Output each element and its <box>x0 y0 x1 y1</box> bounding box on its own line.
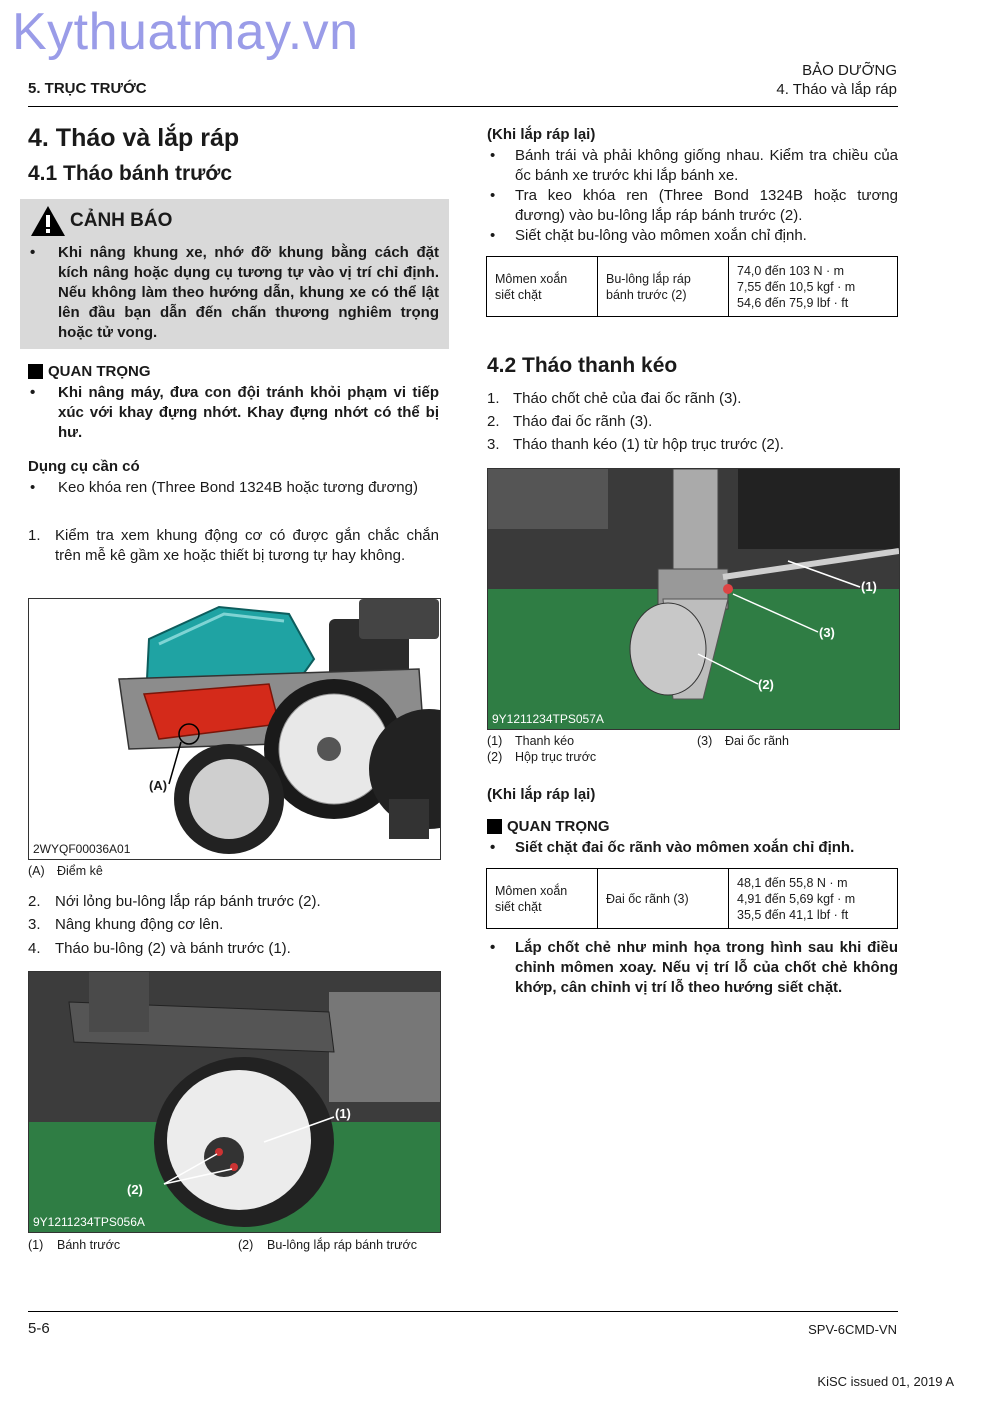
important-item-left <box>30 383 439 445</box>
torque-label: Mômen xoắn siết chặt <box>487 257 598 317</box>
figure-tie-rod <box>487 468 900 730</box>
caption-2-num: (2) <box>238 1238 254 1252</box>
figure-code: 2WYQF00036A01 <box>33 842 131 856</box>
square-icon <box>28 364 43 379</box>
caption-2-num: (2) <box>487 750 503 764</box>
torque-label: Mômen xoắn siết chặt <box>487 869 598 929</box>
torque-value-lbfft: 54,6 đến 75,9 lbf · ft <box>737 295 849 310</box>
label-1: (1) <box>335 1106 351 1121</box>
warning-triangle-icon <box>30 205 66 237</box>
important-text: Siết chặt đai ốc rãnh vào mômen xoắn chỉ định. <box>515 839 855 856</box>
tools-item-text: Keo khóa ren (Three Bond 1324B hoặc tương đương) <box>58 479 418 496</box>
step-number: 1. <box>28 527 41 544</box>
caption-1-text: Bánh trước <box>57 1238 121 1252</box>
caption-a-num: (A) <box>28 864 45 878</box>
bullet: • <box>30 479 36 496</box>
caption-2-text: Hộp trục trước <box>515 750 597 764</box>
front-wheel-photo <box>29 972 440 1232</box>
reassembly-text: Tra keo khóa ren (Three Bond 1324B hoặc tương đương) vào bu-lông lắp ráp bánh trước (2). <box>515 187 898 224</box>
step-2-text: Nới lỏng bu-lông lắp ráp bánh trước (2). <box>55 893 321 910</box>
header-rule <box>28 106 898 107</box>
warning-item <box>30 243 439 343</box>
r-step-3-num: 3. <box>487 436 500 453</box>
watermark: Kythuatmay.vn <box>12 3 359 61</box>
r-step-3-text: Tháo thanh kéo (1) từ hộp trục trước (2). <box>513 436 784 453</box>
square-icon <box>487 819 502 834</box>
label-3: (3) <box>819 625 835 640</box>
label-2: (2) <box>758 677 774 692</box>
reassembly-title-2: (Khi lắp ráp lại) <box>487 786 596 803</box>
reassembly-text: Bánh trái và phải không giống nhau. Kiểm tra chiều của ốc bánh xe trước khi lắp bánh xe. <box>515 147 898 184</box>
step-3-text: Nâng khung động cơ lên. <box>55 916 224 933</box>
torque-value-nm: 74,0 đến 103 N · m <box>737 263 845 278</box>
label-1: (1) <box>861 579 877 594</box>
tie-rod-photo <box>488 469 899 729</box>
footer-rule <box>28 1311 898 1312</box>
tools-item <box>30 478 439 520</box>
warning-text: Khi nâng khung xe, nhớ đỡ khung bằng cách đặt kích nâng hoặc dụng cụ tương tự vào vị trí chỉ định. Nếu không làm theo hướng dẫn, khung xe có thể lật lên đầu bạn dẫn đến chấn thương nghiêm trọng hoặc tử vong. <box>58 244 439 341</box>
important-heading-left <box>28 363 151 380</box>
section-title-4-1: 4.1 Tháo bánh trước <box>28 162 233 185</box>
important-text: Khi nâng máy, đưa con đội tránh khỏi phạm vi tiếp xúc với khay đựng nhớt. Khay đựng nhớt có thể bị hư. <box>58 384 439 441</box>
reassembly-title-1: (Khi lắp ráp lại) <box>487 126 596 143</box>
label-2: (2) <box>127 1182 143 1197</box>
step-text: Kiểm tra xem khung động cơ có được gắn chắc chắn trên mễ kê gầm xe hoặc thiết bị tương tự hay không. <box>55 527 439 564</box>
step-2-num: 2. <box>28 893 41 910</box>
doc-code: SPV-6CMD-VN <box>808 1322 897 1337</box>
r-step-2-num: 2. <box>487 413 500 430</box>
reassembly-item-1 <box>490 146 898 186</box>
caption-3-num: (3) <box>697 734 713 748</box>
part-name: Bu-lông lắp ráp bánh trước (2) <box>598 257 729 317</box>
step-3-num: 3. <box>28 916 41 933</box>
bullet: • <box>490 187 496 204</box>
figure-code: 9Y1211234TPS057A <box>492 712 604 726</box>
figure-code: 9Y1211234TPS056A <box>33 1215 145 1229</box>
tractor-illustration <box>29 599 440 859</box>
important-title: QUAN TRỌNG <box>507 818 610 835</box>
torque-value-kgfm: 4,91 đến 5,69 kgf · m <box>737 891 856 906</box>
warning-title-text: CẢNH BÁO <box>70 210 173 231</box>
r-step-2-text: Tháo đai ốc rãnh (3). <box>513 413 653 430</box>
label-a: (A) <box>149 778 168 793</box>
tools-title: Dụng cụ cần có <box>28 458 140 475</box>
important-heading-right <box>487 818 610 835</box>
issued-note: KiSC issued 01, 2019 A <box>817 1374 954 1389</box>
step-1 <box>28 526 439 588</box>
caption-1-num: (1) <box>28 1238 44 1252</box>
bullet: • <box>30 384 36 401</box>
bullet: • <box>490 839 496 856</box>
important-item-right <box>490 838 898 858</box>
section-title-4-2: 4.2 Tháo thanh kéo <box>487 354 678 377</box>
r-step-1-num: 1. <box>487 390 500 407</box>
torque-value-kgfm: 7,55 đến 10,5 kgf · m <box>737 279 856 294</box>
page-title: 4. Tháo và lắp ráp <box>28 124 240 152</box>
bullet: • <box>30 244 36 261</box>
caption-1-text: Thanh kéo <box>515 734 575 748</box>
bullet: • <box>490 227 496 244</box>
step-4-text: Tháo bu-lông (2) và bánh trước (1). <box>55 940 291 957</box>
caption-a-text: Điểm kê <box>57 864 103 878</box>
section-header: 5. TRỤC TRƯỚC <box>28 80 147 97</box>
torque-table-1 <box>486 256 898 317</box>
step-4-num: 4. <box>28 940 41 957</box>
caption-1-num: (1) <box>487 734 503 748</box>
warning-box <box>20 199 449 349</box>
final-note <box>490 938 898 1020</box>
torque-values <box>729 869 898 929</box>
reassembly-item-2 <box>490 186 898 226</box>
r-step-1-text: Tháo chốt chẻ của đai ốc rãnh (3). <box>513 390 742 407</box>
part-name: Đai ốc rãnh (3) <box>598 869 729 929</box>
category-header: BẢO DƯỠNG <box>802 62 897 79</box>
torque-values <box>729 257 898 317</box>
torque-value-lbfft: 35,5 đến 41,1 lbf · ft <box>737 907 849 922</box>
reassembly-item-3 <box>490 226 898 246</box>
torque-value-nm: 48,1 đến 55,8 N · m <box>737 875 848 890</box>
bullet: • <box>490 939 496 956</box>
important-title: QUAN TRỌNG <box>48 363 151 380</box>
caption-2-text: Bu-lông lắp ráp bánh trước <box>267 1238 417 1252</box>
final-note-text: Lắp chốt chẻ như minh họa trong hình sau khi điều chỉnh mômen xoay. Nếu vị trí lỗ của chốt chẻ không khớp, cân chỉnh vị trí lỗ theo hướng siết chặt. <box>515 939 898 996</box>
bullet: • <box>490 147 496 164</box>
warning-title <box>30 205 172 237</box>
torque-table-2 <box>486 868 898 929</box>
figure-front-wheel <box>28 971 441 1233</box>
subsection-header: 4. Tháo và lắp ráp <box>776 81 897 98</box>
caption-3-text: Đai ốc rãnh <box>725 734 789 748</box>
reassembly-text: Siết chặt bu-lông vào mômen xoắn chỉ định. <box>515 227 807 244</box>
figure-tractor-jack <box>28 598 441 860</box>
page-number: 5-6 <box>28 1320 50 1337</box>
